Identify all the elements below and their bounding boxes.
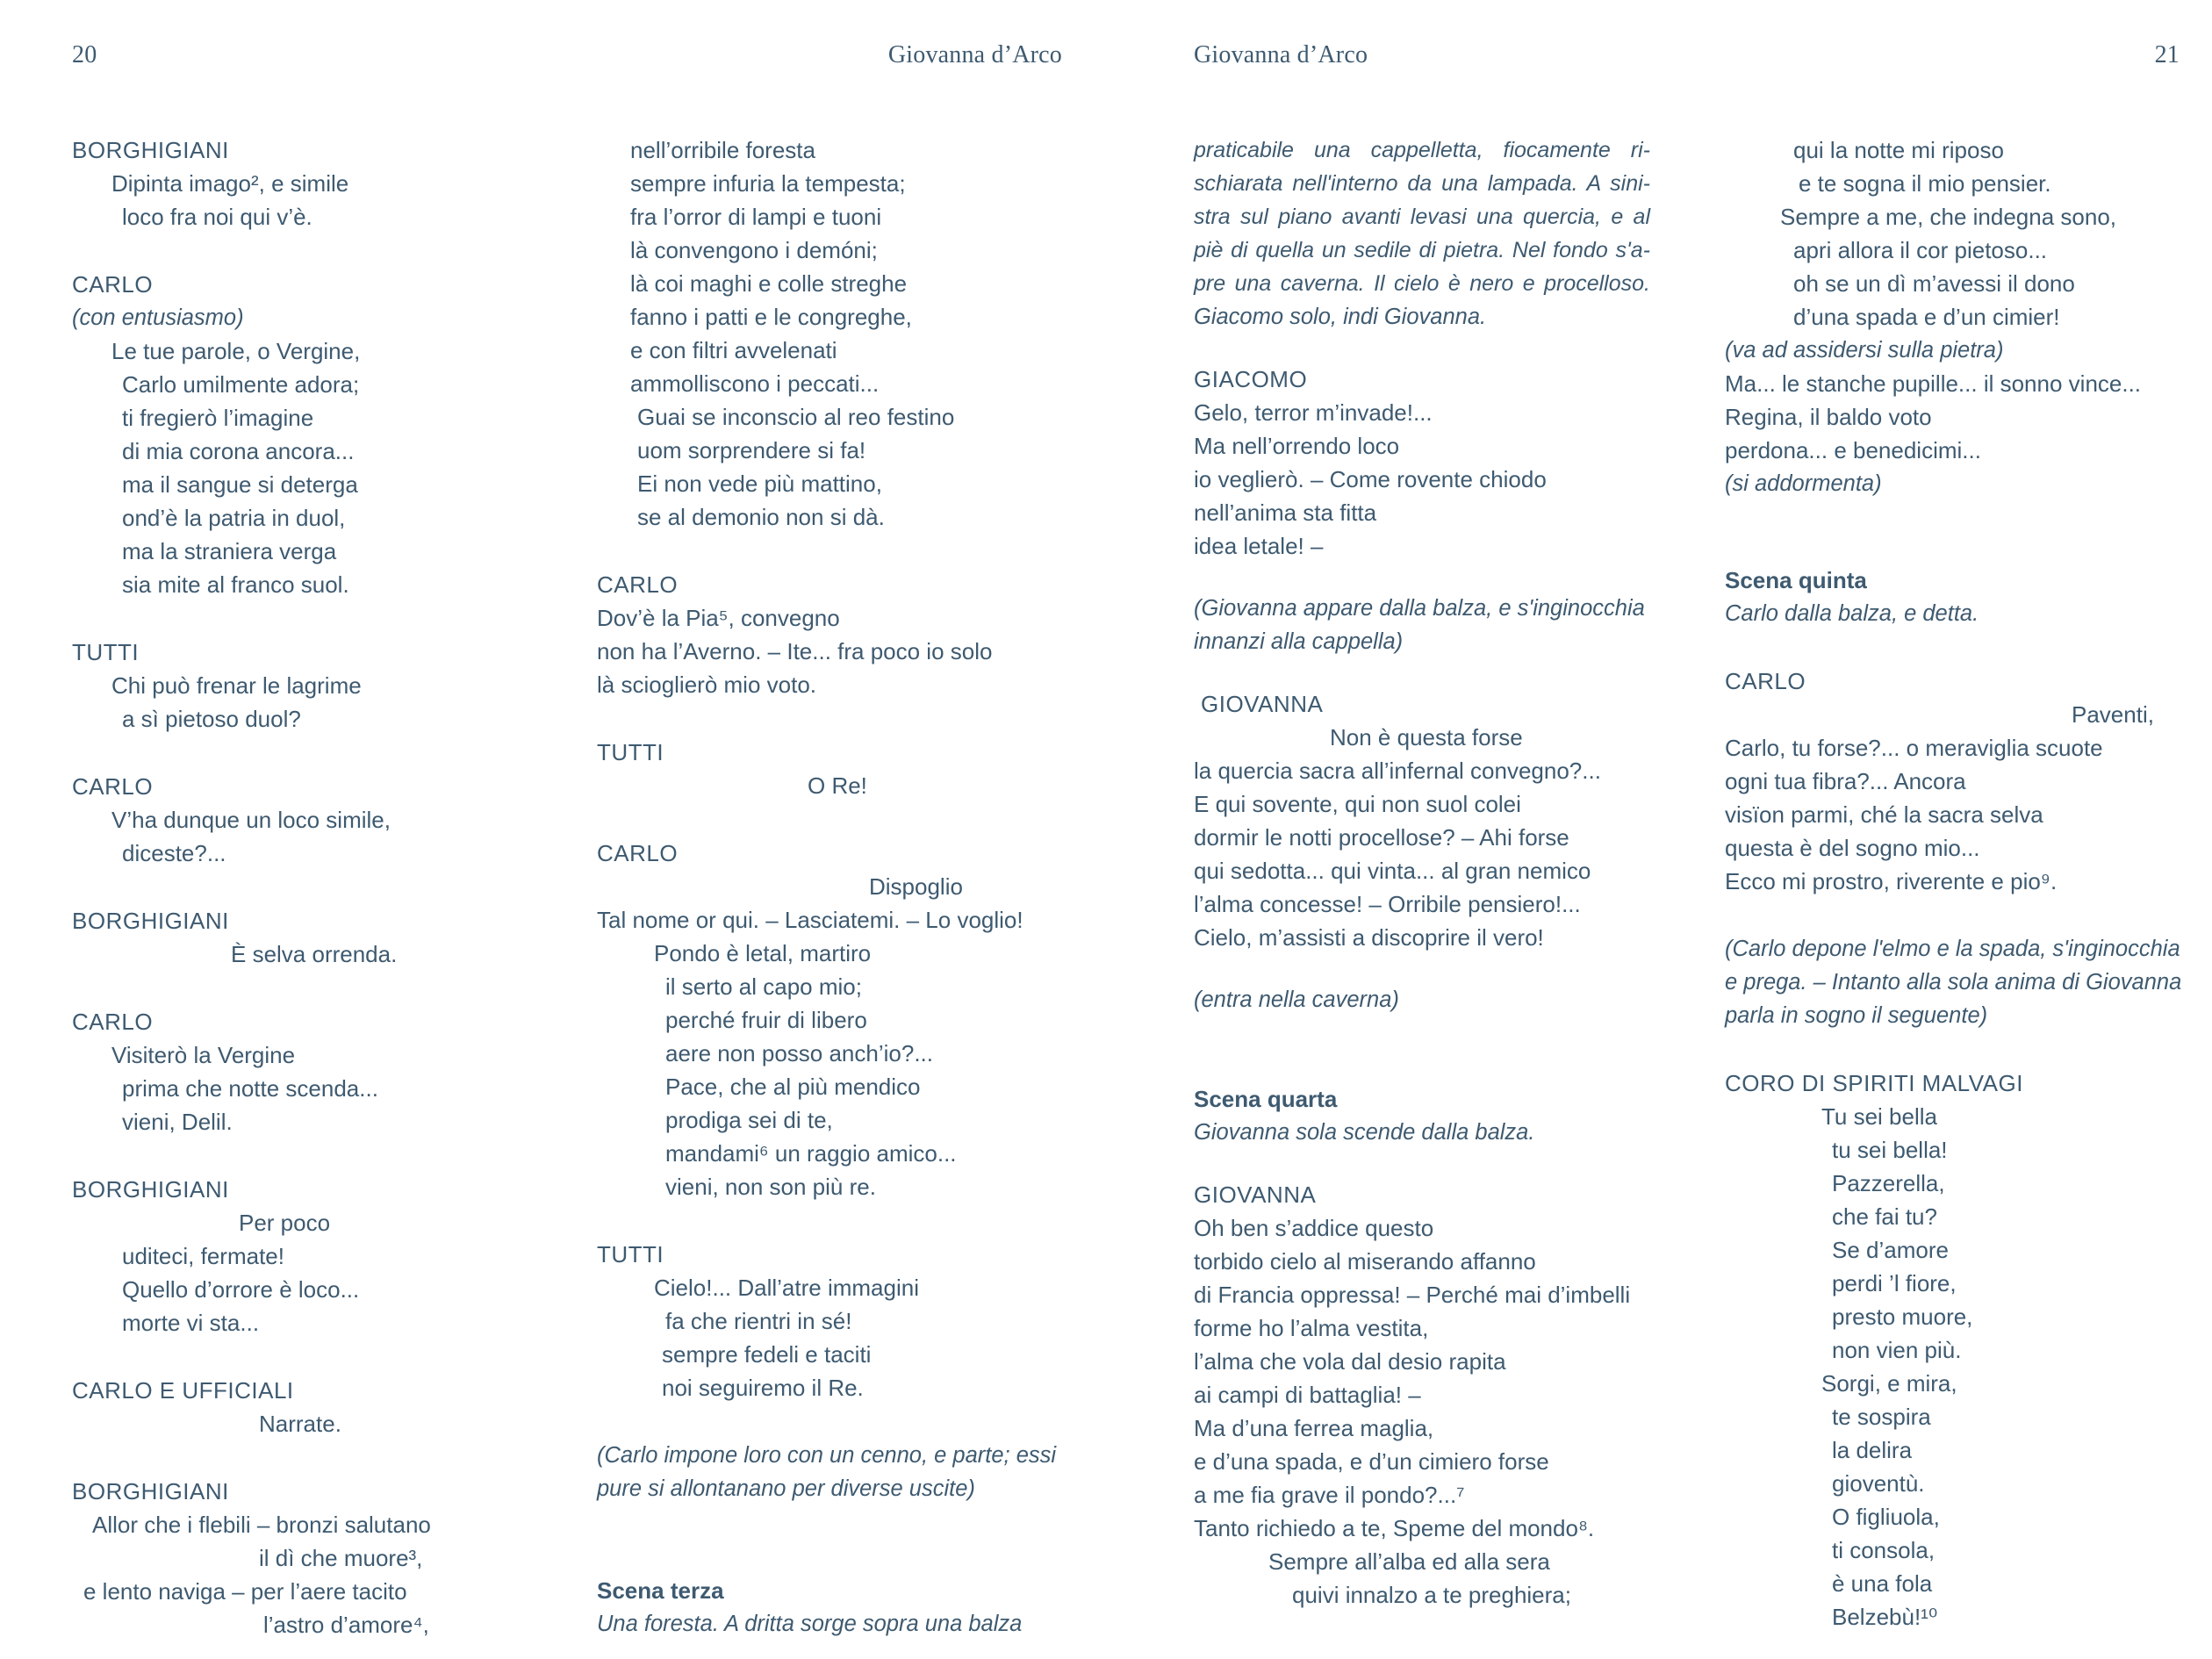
verse-line: Oh ben s’addice questo bbox=[1194, 1215, 1434, 1241]
speaker-block bbox=[1194, 363, 1650, 396]
speaker-label: TUTTI bbox=[72, 639, 140, 665]
verse-block bbox=[597, 1271, 1185, 1404]
verse-line: Pondo è letal, martiro bbox=[654, 940, 872, 966]
verse-line: Cielo!... Dall’atre immagini bbox=[654, 1275, 919, 1301]
verse-line: Chi può frenar le lagrime bbox=[111, 672, 362, 699]
running-title-left: Giovanna d’Arco bbox=[887, 41, 1062, 68]
verse-line: Pace, che al più mendico bbox=[665, 1074, 921, 1100]
speaker-block bbox=[1725, 664, 2190, 698]
verse-block bbox=[597, 601, 1185, 701]
verse-line: ti consola, bbox=[1832, 1537, 1936, 1563]
verse-line: là coi maghi e colle streghe bbox=[630, 270, 908, 297]
text-column bbox=[1194, 133, 1650, 1612]
stage-direction-line: (si addormenta) bbox=[1725, 471, 1882, 496]
verse-line: quivi innalzo a te preghiera; bbox=[1292, 1582, 1571, 1608]
verse-block bbox=[72, 1508, 476, 1641]
verse-line: gioventù. bbox=[1832, 1470, 1925, 1497]
verse-line: morte vi sta... bbox=[122, 1310, 260, 1336]
verse-line: e te sogna il mio pensier. bbox=[1799, 170, 2051, 197]
speaker-label: TUTTI bbox=[597, 1241, 664, 1268]
speaker-label: CARLO bbox=[1725, 668, 1806, 694]
scene-description-line: schiarata nell'interno da una lampada. A sini- bbox=[1194, 171, 1650, 196]
verse-line: Cielo, m’assisti a discoprire il vero! bbox=[1194, 924, 1544, 951]
running-title-right: Giovanna d’Arco bbox=[1194, 41, 1368, 68]
page-number-right: 21 bbox=[2154, 41, 2180, 68]
speaker-label: CORO DI SPIRITI MALVAGI bbox=[1725, 1070, 2023, 1096]
verse-line: ogni tua fibra?... Ancora bbox=[1725, 768, 1966, 794]
verse-line: Pazzerella, bbox=[1832, 1170, 1945, 1196]
verse-line: Ecco mi prostro, riverente e pio⁹. bbox=[1725, 868, 2058, 894]
verse-line: Tal nome or qui. – Lasciatemi. – Lo voglio! bbox=[597, 907, 1023, 933]
verse-line: Paventi, bbox=[2072, 701, 2154, 728]
verse-line: là scioglierò mio voto. bbox=[597, 672, 816, 698]
verse-block bbox=[1725, 698, 2190, 898]
verse-line: Visiterò la Vergine bbox=[111, 1042, 296, 1068]
verse-line: te sospira bbox=[1832, 1404, 1931, 1430]
stage-block bbox=[1725, 334, 2190, 367]
scene-description-line: praticabile una cappelletta, fiocamente ri- bbox=[1194, 138, 1650, 162]
verse-line: ammolliscono i peccati... bbox=[630, 370, 880, 397]
speaker-block bbox=[72, 770, 476, 803]
verse-line: uditeci, fermate! bbox=[122, 1243, 284, 1269]
scene-desc-block bbox=[1725, 597, 2190, 630]
speaker-label: CARLO bbox=[597, 571, 679, 598]
speaker-label: BORGHIGIANI bbox=[72, 1478, 229, 1505]
verse-line: e lento naviga – per l’aere tacito bbox=[83, 1578, 407, 1605]
text-column bbox=[1725, 133, 2190, 1634]
verse-line: Non è questa forse bbox=[1330, 724, 1523, 750]
verse-line: ma la straniera verga bbox=[122, 538, 337, 564]
verse-block bbox=[72, 1038, 476, 1138]
verse-line: mandami⁶ un raggio amico... bbox=[665, 1140, 957, 1167]
speaker-label: CARLO E UFFICIALI bbox=[72, 1377, 294, 1404]
verse-line: Dov’è la Pia⁵, convegno bbox=[597, 605, 840, 631]
verse-line: Regina, il baldo voto bbox=[1725, 404, 1932, 430]
scene-description-line: pre una caverna. Il cielo è nero e procelloso. bbox=[1194, 271, 1650, 296]
verse-line: se al demonio non si dà. bbox=[637, 504, 885, 530]
speaker-block bbox=[72, 268, 476, 301]
speaker-label: GIACOMO bbox=[1194, 366, 1308, 392]
speaker-block bbox=[1194, 1178, 1650, 1211]
speaker-block bbox=[72, 1005, 476, 1038]
verse-block bbox=[1725, 133, 2190, 334]
stage-block bbox=[597, 1439, 1185, 1505]
verse-line: a me fia grave il pondo?...⁷ bbox=[1194, 1482, 1465, 1508]
verse-line: l’alma concesse! – Orribile pensiero!... bbox=[1194, 891, 1581, 917]
verse-line: Sempre all’alba ed alla sera bbox=[1268, 1548, 1550, 1575]
speaker-block bbox=[1194, 687, 1650, 721]
verse-block bbox=[597, 870, 1185, 1203]
verse-line: forme ho l’alma vestita, bbox=[1194, 1315, 1429, 1341]
verse-line: loco fra noi qui v’è. bbox=[122, 204, 312, 230]
verse-line: visïon parmi, ché la sacra selva bbox=[1725, 801, 2043, 828]
verse-line: ma il sangue si deterga bbox=[122, 471, 358, 498]
verse-line: dormir le notti procellose? – Ahi forse bbox=[1194, 824, 1569, 851]
verse-block bbox=[597, 133, 1185, 534]
scene-title: Scena quarta bbox=[1194, 1086, 1338, 1112]
verse-line: vieni, Delil. bbox=[122, 1109, 233, 1135]
scene-description-line: Giacomo solo, indi Giovanna. bbox=[1194, 305, 1487, 329]
stage-block bbox=[1725, 932, 2190, 1032]
scene-description-line: Giovanna sola scende dalla balza. bbox=[1194, 1120, 1535, 1145]
verse-line: O figliuola, bbox=[1832, 1504, 1940, 1530]
verse-block bbox=[1194, 721, 1650, 954]
scene-desc-block bbox=[1194, 1116, 1650, 1149]
verse-line: ti fregierò l’imagine bbox=[122, 405, 314, 431]
verse-line: l’astro d’amore⁴, bbox=[263, 1612, 429, 1638]
verse-line: uom sorprendere si fa! bbox=[637, 437, 866, 463]
verse-line: Quello d’orrore è loco... bbox=[122, 1276, 360, 1303]
scene-title: Scena quinta bbox=[1725, 567, 1867, 593]
speaker-label: CARLO bbox=[72, 271, 154, 298]
verse-line: non vien più. bbox=[1832, 1337, 1962, 1363]
speaker-block bbox=[72, 636, 476, 669]
verse-line: Ma d’una ferrea maglia, bbox=[1194, 1415, 1434, 1441]
verse-line: sia mite al franco suol. bbox=[122, 571, 349, 598]
verse-line: Allor che i flebili – bronzi salutano bbox=[92, 1512, 431, 1538]
speaker-block bbox=[72, 1475, 476, 1508]
stage-direction-line: e prega. – Intanto alla sola anima di Giovanna bbox=[1725, 970, 2182, 995]
verse-line: Ei non vede più mattino, bbox=[637, 470, 882, 497]
verse-line: prodiga sei di te, bbox=[665, 1107, 833, 1133]
verse-line: Dispoglio bbox=[869, 873, 963, 900]
speaker-label: TUTTI bbox=[597, 739, 664, 765]
verse-line: Ma... le stanche pupille... il sonno vince... bbox=[1725, 370, 2142, 397]
verse-line: io veglierò. – Come rovente chiodo bbox=[1194, 466, 1547, 492]
verse-block bbox=[72, 803, 476, 870]
verse-line: E qui sovente, qui non suol colei bbox=[1194, 791, 1521, 817]
verse-line: V’ha dunque un loco simile, bbox=[111, 807, 391, 833]
speaker-label: GIOVANNA bbox=[1201, 691, 1324, 717]
scene-title-block bbox=[1194, 1082, 1650, 1116]
speaker-block bbox=[72, 133, 476, 167]
verse-block bbox=[1725, 1100, 2190, 1634]
scene-description-line: stra sul piano avanti levasi una quercia, e al bbox=[1194, 205, 1650, 229]
speaker-label: BORGHIGIANI bbox=[72, 137, 229, 163]
speaker-block bbox=[597, 1238, 1185, 1271]
speaker-label: CARLO bbox=[72, 773, 154, 800]
verse-line: sempre fedeli e taciti bbox=[662, 1341, 872, 1368]
verse-line: a sì pietoso duol? bbox=[122, 706, 301, 732]
verse-block bbox=[72, 669, 476, 736]
verse-line: È selva orrenda. bbox=[231, 941, 398, 967]
verse-line: perdi ’l fiore, bbox=[1832, 1270, 1957, 1296]
verse-line: Per poco bbox=[239, 1210, 331, 1236]
verse-line: ai campi di battaglia! – bbox=[1194, 1382, 1421, 1408]
verse-line: la delira bbox=[1832, 1437, 1913, 1463]
speaker-block bbox=[72, 1374, 476, 1407]
verse-line: Le tue parole, o Vergine, bbox=[111, 338, 361, 364]
verse-line: è una fola bbox=[1832, 1570, 1933, 1597]
verse-line: fra l’orror di lampi e tuoni bbox=[630, 204, 882, 230]
verse-line: di Francia oppressa! – Perché mai d’imbelli bbox=[1194, 1282, 1631, 1308]
verse-line: Ma nell’orrendo loco bbox=[1194, 433, 1400, 459]
verse-line: O Re! bbox=[808, 772, 867, 799]
speaker-label: CARLO bbox=[597, 840, 679, 866]
speaker-block bbox=[597, 568, 1185, 601]
stage-block bbox=[1194, 592, 1650, 658]
verse-line: Tu sei bella bbox=[1821, 1103, 1937, 1130]
verse-line: aere non posso anch’io?... bbox=[665, 1040, 933, 1066]
verse-line: sempre infuria la tempesta; bbox=[630, 170, 906, 197]
stage-direction-line: (Carlo impone loro con un cenno, e parte; essi bbox=[597, 1443, 1057, 1468]
scene-description-line: piè di quella un sedile di pietra. Nel fondo s'a- bbox=[1194, 238, 1650, 262]
verse-line: ond’è la patria in duol, bbox=[122, 505, 346, 531]
verse-line: l’alma che vola dal desio rapita bbox=[1194, 1348, 1506, 1375]
verse-line: diceste?... bbox=[122, 840, 226, 866]
verse-line: vieni, non son più re. bbox=[665, 1174, 876, 1200]
verse-line: torbido cielo al miserando affanno bbox=[1194, 1248, 1536, 1275]
stage-block bbox=[1725, 467, 2190, 500]
stage-direction-line: innanzi alla cappella) bbox=[1194, 629, 1404, 654]
verse-block bbox=[1725, 367, 2190, 467]
verse-line: idea letale! – bbox=[1194, 533, 1324, 559]
verse-block bbox=[1194, 1211, 1650, 1612]
scene-desc-block bbox=[597, 1607, 1185, 1641]
verse-block bbox=[72, 167, 476, 233]
stage-direction-line: (con entusiasmo) bbox=[72, 305, 244, 330]
stage-direction-line: (va ad assidersi sulla pietra) bbox=[1725, 338, 2004, 363]
speaker-block bbox=[1725, 1066, 2190, 1100]
scene-desc-block bbox=[1194, 133, 1650, 334]
scene-title: Scena terza bbox=[597, 1577, 724, 1604]
verse-line: Sempre a me, che indegna sono, bbox=[1780, 204, 2117, 230]
verse-line: Narrate. bbox=[259, 1411, 341, 1437]
verse-line: e d’una spada, e d’un cimiero forse bbox=[1194, 1448, 1549, 1475]
stage-direction-line: pure si allontanano per diverse uscite) bbox=[597, 1476, 975, 1501]
verse-line: prima che notte scenda... bbox=[122, 1075, 378, 1102]
text-column bbox=[72, 133, 476, 1641]
verse-line: fanno i patti e le congreghe, bbox=[630, 304, 912, 330]
verse-line: apri allora il cor pietoso... bbox=[1793, 237, 2048, 263]
verse-line: Belzebù!¹⁰ bbox=[1832, 1604, 1938, 1630]
page-number-left: 20 bbox=[72, 41, 97, 68]
verse-line: noi seguiremo il Re. bbox=[662, 1375, 864, 1401]
verse-block bbox=[1194, 396, 1650, 563]
speaker-label: CARLO bbox=[72, 1009, 154, 1035]
speaker-label: BORGHIGIANI bbox=[72, 1176, 229, 1203]
scene-description-line: Una foresta. A dritta sorge sopra una balza bbox=[597, 1612, 1023, 1636]
verse-line: Carlo umilmente adora; bbox=[122, 371, 360, 398]
stage-direction-line: (Giovanna appare dalla balza, e s'inginocchia bbox=[1194, 596, 1645, 621]
scene-title-block bbox=[1725, 564, 2190, 597]
speaker-label: GIOVANNA bbox=[1194, 1181, 1317, 1208]
speaker-block bbox=[72, 1173, 476, 1206]
verse-line: e con filtri avvelenati bbox=[630, 337, 837, 363]
verse-line: Guai se inconscio al reo festino bbox=[637, 404, 955, 430]
text-column bbox=[597, 133, 1185, 1641]
verse-block bbox=[72, 334, 476, 601]
stage-direction-line: (Carlo depone l'elmo e la spada, s'inginocchia bbox=[1725, 937, 2180, 961]
verse-line: non ha l’Averno. – Ite... fra poco io solo bbox=[597, 638, 993, 664]
verse-line: nell’orribile foresta bbox=[630, 137, 815, 163]
verse-line: d’una spada e d’un cimier! bbox=[1793, 304, 2060, 330]
stage-direction-line: (entra nella caverna) bbox=[1194, 988, 1399, 1012]
verse-block bbox=[597, 769, 1185, 802]
verse-line: perché fruir di libero bbox=[665, 1007, 867, 1033]
verse-line: qui sedotta... qui vinta... al gran nemico bbox=[1194, 858, 1591, 884]
verse-line: tu sei bella! bbox=[1832, 1137, 1948, 1163]
verse-line: Sorgi, e mira, bbox=[1821, 1370, 1957, 1397]
verse-line: Tanto richiedo a te, Speme del mondo⁸. bbox=[1194, 1515, 1595, 1541]
verse-line: oh se un dì m’avessi il dono bbox=[1793, 270, 2075, 297]
speaker-block bbox=[597, 837, 1185, 870]
verse-line: Gelo, terror m’invade!... bbox=[1194, 399, 1433, 426]
verse-line: qui la notte mi riposo bbox=[1793, 137, 2004, 163]
speaker-block bbox=[72, 904, 476, 937]
verse-line: presto muore, bbox=[1832, 1304, 1973, 1330]
verse-line: Carlo, tu forse?... o meraviglia scuote bbox=[1725, 735, 2103, 761]
verse-line: questa è del sogno mio... bbox=[1725, 835, 1980, 861]
verse-line: perdona... e benedicimi... bbox=[1725, 437, 1981, 463]
verse-line: Se d’amore bbox=[1832, 1237, 1949, 1263]
verse-line: di mia corona ancora... bbox=[122, 438, 355, 464]
stage-direction-line: parla in sogno il seguente) bbox=[1725, 1003, 1988, 1028]
verse-line: che fai tu? bbox=[1832, 1203, 1937, 1230]
verse-line: la quercia sacra all’infernal convegno?... bbox=[1194, 758, 1601, 784]
verse-block bbox=[72, 1206, 476, 1339]
stage-block bbox=[1194, 983, 1650, 1016]
verse-line: il dì che muore³, bbox=[259, 1545, 423, 1571]
verse-line: là convengono i demóni; bbox=[630, 237, 878, 263]
verse-line: fa che rientri in sé! bbox=[665, 1308, 852, 1334]
verse-line: Dipinta imago², e simile bbox=[111, 170, 349, 197]
speaker-block bbox=[597, 736, 1185, 769]
verse-block bbox=[72, 937, 476, 971]
verse-line: il serto al capo mio; bbox=[665, 973, 862, 1000]
verse-line: nell’anima sta fitta bbox=[1194, 499, 1377, 526]
speaker-label: BORGHIGIANI bbox=[72, 908, 229, 934]
verse-block bbox=[72, 1407, 476, 1440]
scene-title-block bbox=[597, 1574, 1185, 1607]
stage-block bbox=[72, 301, 476, 334]
scene-description-line: Carlo dalla balza, e detta. bbox=[1725, 601, 1979, 626]
